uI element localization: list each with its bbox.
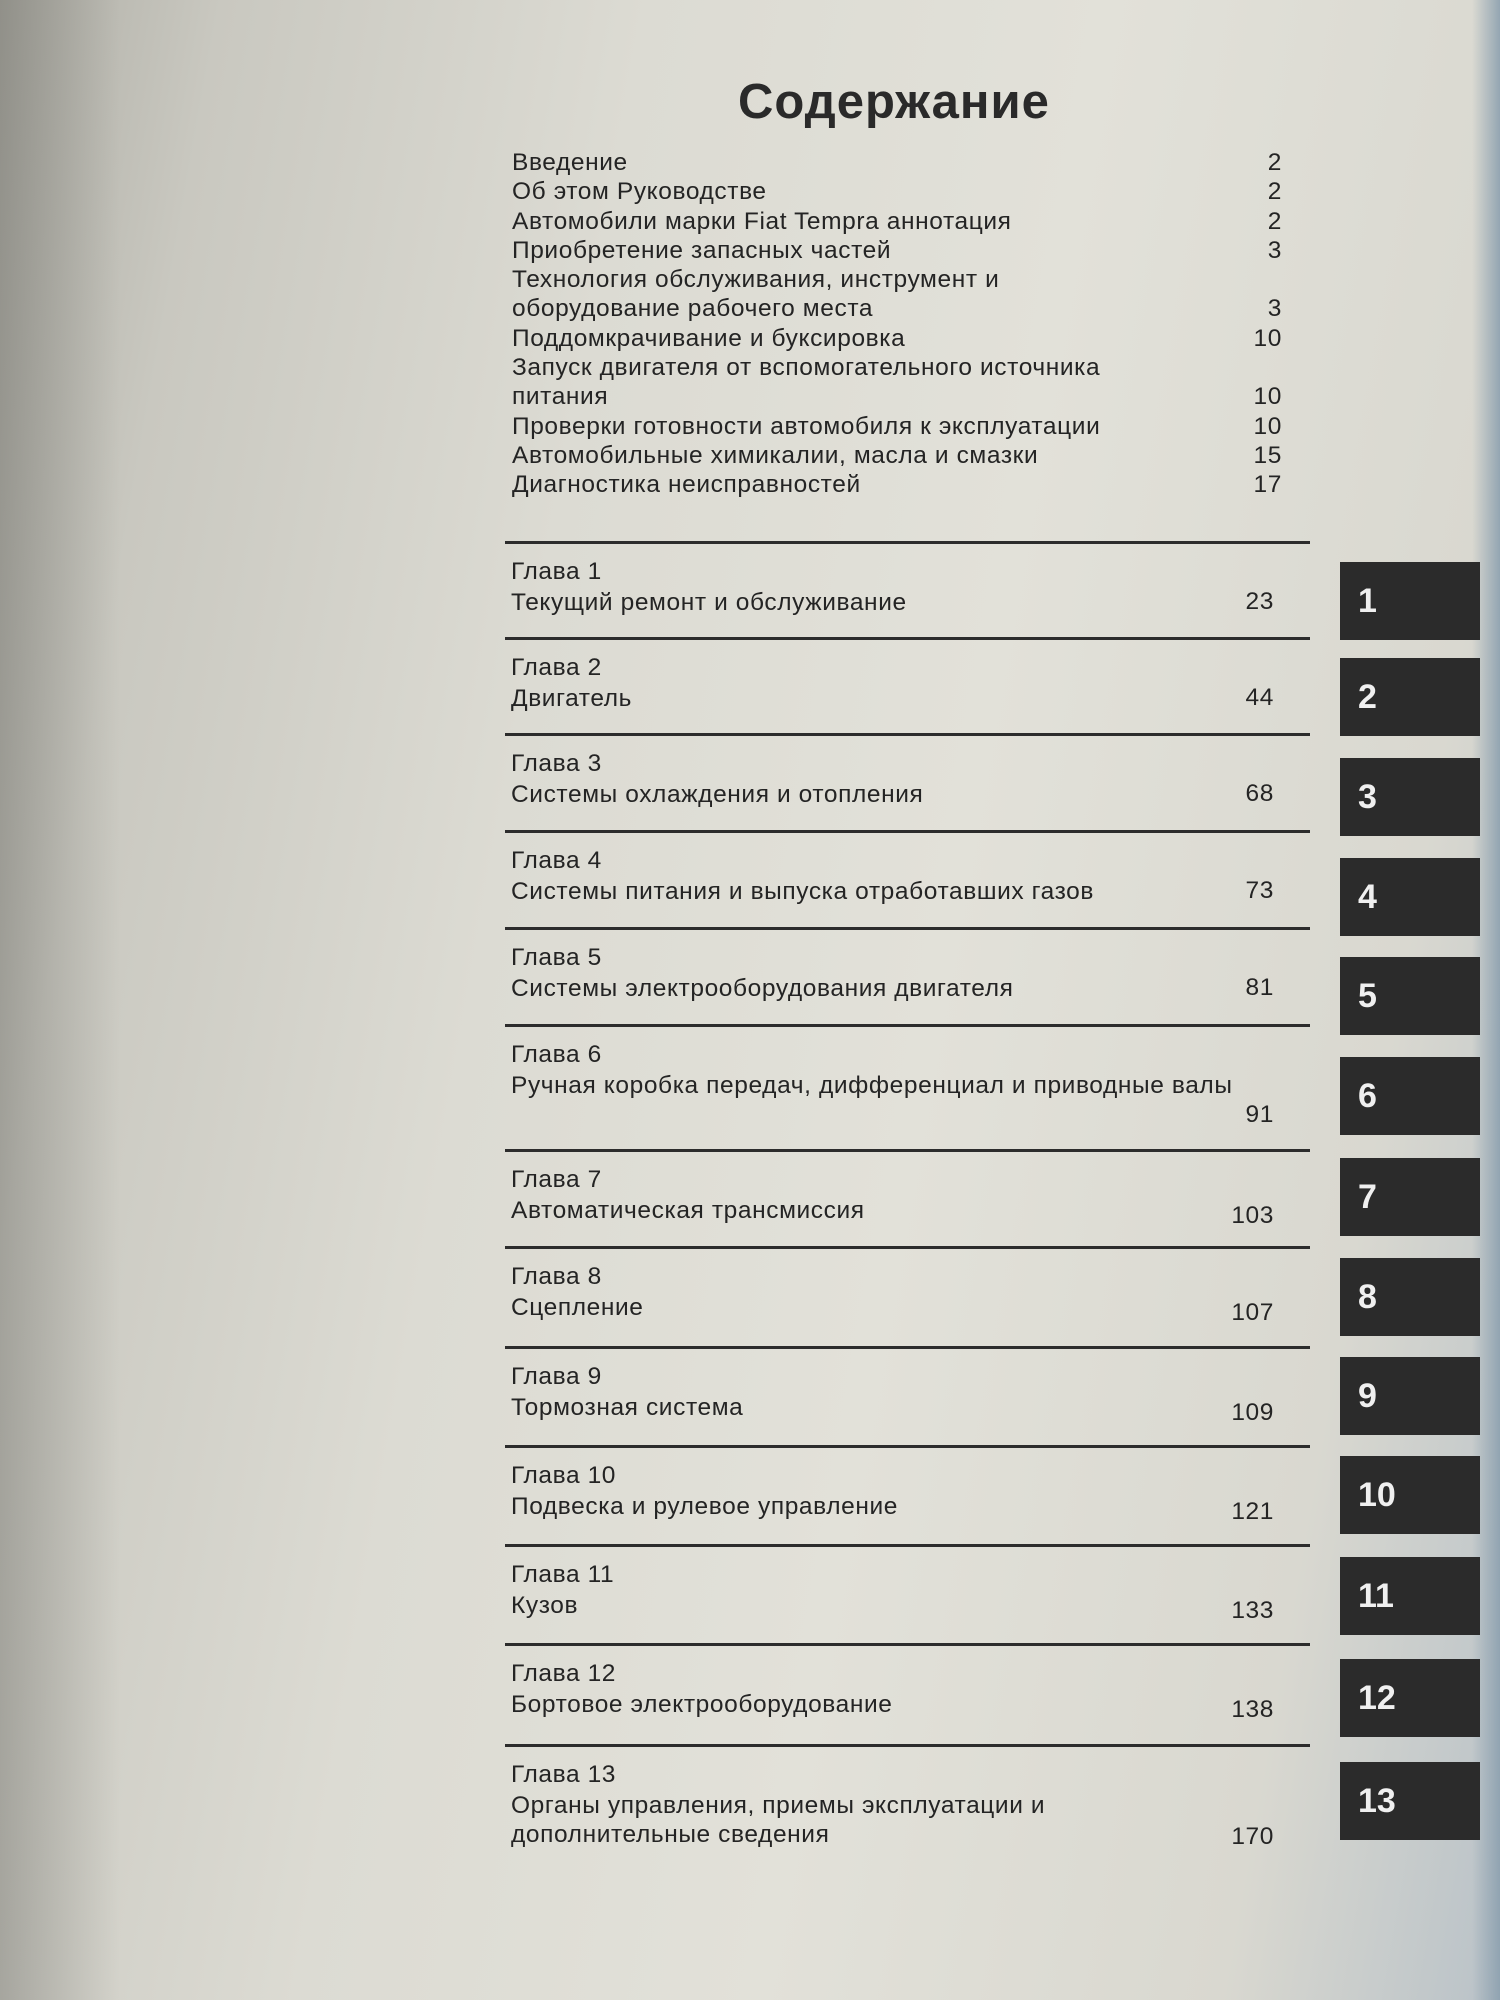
chapter-tab-9[interactable]: 9 bbox=[1340, 1357, 1480, 1435]
entry-title: Технология обслуживания, инструмент и оборудование рабочего места bbox=[512, 266, 1000, 323]
chapter-title: Бортовое электрооборудование bbox=[511, 1691, 893, 1718]
chapter-title: Сцепление bbox=[511, 1294, 644, 1321]
chapter-label: Глава 9 bbox=[511, 1363, 602, 1390]
chapter-page: 23 bbox=[1245, 588, 1274, 615]
entry-title: Диагностика неисправностей bbox=[512, 471, 861, 499]
chapter-entry-1[interactable] bbox=[505, 541, 1310, 640]
chapter-title: Ручная коробка передач, дифференциал и приводные валы bbox=[511, 1072, 1233, 1099]
entry-page: 3 bbox=[1267, 236, 1282, 264]
chapter-label: Глава 10 bbox=[511, 1462, 617, 1489]
toc-entry[interactable] bbox=[512, 236, 1282, 265]
chapter-page: 133 bbox=[1231, 1597, 1274, 1624]
entry-page: 2 bbox=[1267, 149, 1282, 176]
toc-entry[interactable] bbox=[512, 441, 1282, 470]
chapter-tab-11[interactable]: 11 bbox=[1340, 1557, 1480, 1635]
chapter-tab-13[interactable]: 13 bbox=[1340, 1762, 1480, 1840]
toc-entry[interactable] bbox=[512, 177, 1282, 206]
chapter-page: 107 bbox=[1231, 1299, 1274, 1326]
entry-page: 15 bbox=[1253, 441, 1282, 469]
chapter-label: Глава 3 bbox=[511, 750, 602, 777]
chapter-title: Подвеска и рулевое управление bbox=[511, 1493, 898, 1520]
chapter-entry-11[interactable] bbox=[505, 1544, 1310, 1643]
entry-title: Запуск двигателя от вспомогательного источника питания bbox=[512, 354, 1101, 411]
entry-title: Приобретение запасных частей bbox=[512, 236, 892, 264]
entry-title: Проверки готовности автомобиля к эксплуатации bbox=[512, 412, 1101, 440]
chapter-entry-7[interactable] bbox=[505, 1149, 1310, 1248]
chapter-title: Автоматическая трансмиссия bbox=[511, 1197, 865, 1224]
chapter-page: 81 bbox=[1245, 974, 1274, 1001]
chapter-label: Глава 4 bbox=[511, 847, 602, 874]
chapter-title: Органы управления, приемы эксплуатации и дополнительные сведения bbox=[511, 1792, 1046, 1848]
chapter-entry-13[interactable] bbox=[505, 1744, 1310, 1871]
chapter-label: Глава 6 bbox=[511, 1041, 602, 1068]
chapter-entry-5[interactable] bbox=[505, 927, 1310, 1026]
chapter-tab-5[interactable]: 5 bbox=[1340, 957, 1480, 1035]
chapter-tab-1[interactable]: 1 bbox=[1340, 562, 1480, 640]
chapter-tab-7[interactable]: 7 bbox=[1340, 1158, 1480, 1236]
chapter-title: Системы электрооборудования двигателя bbox=[511, 975, 1014, 1002]
entry-title: Введение bbox=[512, 149, 628, 176]
chapter-title: Текущий ремонт и обслуживание bbox=[511, 589, 907, 616]
toc-entry[interactable] bbox=[512, 412, 1282, 441]
entry-title: Автомобильные химикалии, масла и смазки bbox=[512, 441, 1039, 469]
chapter-tab-8[interactable]: 8 bbox=[1340, 1258, 1480, 1336]
chapter-label: Глава 13 bbox=[511, 1761, 617, 1788]
chapter-page: 121 bbox=[1231, 1498, 1274, 1525]
chapter-title: Системы питания и выпуска отработавших газов bbox=[511, 878, 1094, 905]
chapter-title: Тормозная система bbox=[511, 1394, 744, 1421]
toc-entry[interactable] bbox=[512, 265, 1282, 324]
chapter-label: Глава 1 bbox=[511, 558, 602, 585]
entry-page: 2 bbox=[1267, 207, 1282, 235]
toc-entry[interactable] bbox=[512, 207, 1282, 236]
chapter-label: Глава 8 bbox=[511, 1263, 602, 1290]
entry-page: 10 bbox=[1253, 412, 1282, 440]
chapter-entry-9[interactable] bbox=[505, 1346, 1310, 1445]
entry-title: Об этом Руководстве bbox=[512, 178, 767, 206]
toc-entry[interactable] bbox=[512, 470, 1282, 499]
chapter-title: Двигатель bbox=[511, 685, 632, 712]
chapter-entry-10[interactable] bbox=[505, 1445, 1310, 1544]
chapter-label: Глава 2 bbox=[511, 654, 602, 681]
chapter-entry-12[interactable] bbox=[505, 1643, 1310, 1742]
chapter-tab-6[interactable]: 6 bbox=[1340, 1057, 1480, 1135]
page-shadow bbox=[0, 0, 120, 2000]
chapter-page: 170 bbox=[1231, 1823, 1274, 1850]
chapter-entry-8[interactable] bbox=[505, 1246, 1310, 1345]
chapter-page: 138 bbox=[1231, 1696, 1274, 1723]
toc-entry[interactable] bbox=[512, 148, 1282, 177]
entry-page: 3 bbox=[1267, 295, 1282, 323]
chapter-page: 91 bbox=[1245, 1101, 1274, 1128]
chapter-tab-12[interactable]: 12 bbox=[1340, 1659, 1480, 1737]
entry-page: 17 bbox=[1253, 471, 1282, 499]
chapter-title: Системы охлаждения и отопления bbox=[511, 781, 924, 808]
entry-title: Поддомкрачивание и буксировка bbox=[512, 324, 906, 352]
entry-page: 10 bbox=[1253, 324, 1282, 352]
chapter-label: Глава 5 bbox=[511, 944, 602, 971]
intro-list bbox=[512, 148, 1282, 500]
chapter-entry-3[interactable] bbox=[505, 733, 1310, 832]
chapter-tab-2[interactable]: 2 bbox=[1340, 658, 1480, 736]
chapter-page: 68 bbox=[1245, 780, 1274, 807]
chapter-page: 109 bbox=[1231, 1399, 1274, 1426]
entry-title: Автомобили марки Fiat Tempra аннотация bbox=[512, 207, 1012, 235]
page-title: Содержание bbox=[738, 75, 1050, 129]
chapter-tab-4[interactable]: 4 bbox=[1340, 858, 1480, 936]
chapter-entry-4[interactable] bbox=[505, 830, 1310, 929]
chapter-page: 103 bbox=[1231, 1202, 1274, 1229]
chapter-title: Кузов bbox=[511, 1592, 579, 1619]
chapter-entry-6[interactable] bbox=[505, 1024, 1310, 1151]
chapter-page: 44 bbox=[1245, 684, 1274, 711]
entry-page: 10 bbox=[1253, 383, 1282, 411]
chapter-tab-3[interactable]: 3 bbox=[1340, 758, 1480, 836]
chapter-label: Глава 12 bbox=[511, 1660, 617, 1687]
toc-entry[interactable] bbox=[512, 353, 1282, 412]
entry-page: 2 bbox=[1267, 178, 1282, 206]
chapter-label: Глава 11 bbox=[511, 1561, 615, 1588]
chapter-label: Глава 7 bbox=[511, 1166, 602, 1193]
chapter-tab-10[interactable]: 10 bbox=[1340, 1456, 1480, 1534]
chapter-page: 73 bbox=[1245, 877, 1274, 904]
chapter-entry-2[interactable] bbox=[505, 637, 1310, 736]
toc-entry[interactable] bbox=[512, 324, 1282, 353]
